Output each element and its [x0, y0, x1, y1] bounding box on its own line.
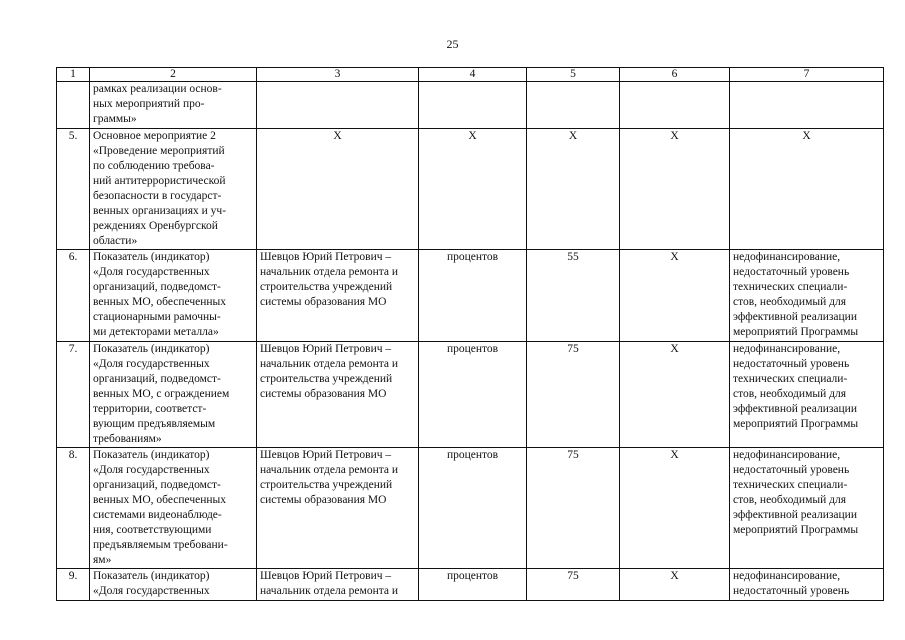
responsible-cell: Х [257, 129, 419, 250]
reason-cell: Х [730, 129, 884, 250]
responsible-cell [257, 342, 419, 448]
unit-cell: процентов [419, 342, 527, 448]
unit-cell: процентов [419, 448, 527, 569]
value-cell: 55 [527, 250, 620, 342]
reason-text: недофинансирование, недостаточный уровень технических специали- стов, необходимый для эффективной реализации мероприятий Программы [733, 343, 859, 430]
indicator-table [56, 67, 884, 601]
col6-cell: Х [620, 129, 730, 250]
responsible-text: Шевцов Юрий Петрович – начальник отдела ремонта и строительства учреждений системы образования МО [260, 343, 399, 400]
responsible-text: Шевцов Юрий Петрович – начальник отдела ремонта и строительства учреждений системы образования МО [260, 449, 399, 506]
col6-cell: Х [620, 250, 730, 342]
column-header-7: 7 [730, 68, 884, 82]
responsible-cell [257, 82, 419, 129]
table-row [57, 250, 884, 342]
name-text: Показатель (индикатор) «Доля государственных организаций, подведомст- венных МО, обеспеченных стационарными рамочны- ми детекторами металла» [93, 251, 226, 338]
unit-cell: процентов [419, 569, 527, 601]
value-cell: 75 [527, 342, 620, 448]
col6-cell: Х [620, 448, 730, 569]
unit-cell: процентов [419, 250, 527, 342]
value-cell: Х [527, 129, 620, 250]
responsible-cell [257, 448, 419, 569]
col6-cell [620, 82, 730, 129]
table-row [57, 569, 884, 601]
col6-cell: Х [620, 569, 730, 601]
row-number-cell [57, 82, 90, 129]
column-header-2: 2 [90, 68, 257, 82]
column-header-6: 6 [620, 68, 730, 82]
reason-cell [730, 82, 884, 129]
name-cell [90, 250, 257, 342]
name-cell [90, 448, 257, 569]
responsible-text: Шевцов Юрий Петрович – начальник отдела ремонта и [260, 570, 399, 597]
table-row [57, 129, 884, 250]
reason-text: недофинансирование, недостаточный уровень технических специали- стов, необходимый для эффективной реализации мероприятий Программы [733, 449, 859, 536]
row-number-cell: 6. [57, 250, 90, 342]
name-text: рамках реализации основ- ных мероприятий про- граммы» [93, 83, 222, 125]
reason-text: недофинансирование, недостаточный уровень технических специали- стов, необходимый для эффективной реализации мероприятий Программы [733, 251, 859, 338]
column-header-1: 1 [57, 68, 90, 82]
reason-cell [730, 250, 884, 342]
unit-cell: Х [419, 129, 527, 250]
value-cell: 75 [527, 448, 620, 569]
row-number-cell: 8. [57, 448, 90, 569]
name-text: Показатель (индикатор) «Доля государственных [93, 570, 210, 597]
reason-cell [730, 448, 884, 569]
table-row [57, 342, 884, 448]
column-header-5: 5 [527, 68, 620, 82]
unit-cell [419, 82, 527, 129]
row-number-cell: 9. [57, 569, 90, 601]
name-cell [90, 82, 257, 129]
table-row [57, 448, 884, 569]
table-row [57, 82, 884, 129]
row-number-cell: 5. [57, 129, 90, 250]
name-cell [90, 129, 257, 250]
value-cell [527, 82, 620, 129]
page-number: 25 [446, 37, 459, 51]
reason-cell [730, 569, 884, 601]
name-cell [90, 569, 257, 601]
col6-cell: Х [620, 342, 730, 448]
name-cell [90, 342, 257, 448]
row-number-cell: 7. [57, 342, 90, 448]
column-header-3: 3 [257, 68, 419, 82]
reason-text: недофинансирование, недостаточный уровень [733, 570, 850, 597]
responsible-cell [257, 569, 419, 601]
responsible-cell [257, 250, 419, 342]
name-text: Показатель (индикатор) «Доля государственных организаций, подведомст- венных МО, обеспеченных системами видеонаблюде- ния, соответствующими предъявляемым требовани- ям» [93, 449, 228, 566]
reason-cell [730, 342, 884, 448]
table-header-row [57, 68, 884, 82]
responsible-text: Шевцов Юрий Петрович – начальник отдела ремонта и строительства учреждений системы образования МО [260, 251, 399, 308]
value-cell: 75 [527, 569, 620, 601]
name-text: Показатель (индикатор) «Доля государственных организаций, подведомст- венных МО, с ограждением территории, соответст- вующим предъявляемым требованиям» [93, 343, 230, 445]
name-text: Основное мероприятие 2 «Проведение мероприятий по соблюдению требова- ний антитеррористической безопасности в государст- венных организациях и уч- реждениях Оренбургской области» [93, 130, 227, 247]
column-header-4: 4 [419, 68, 527, 82]
